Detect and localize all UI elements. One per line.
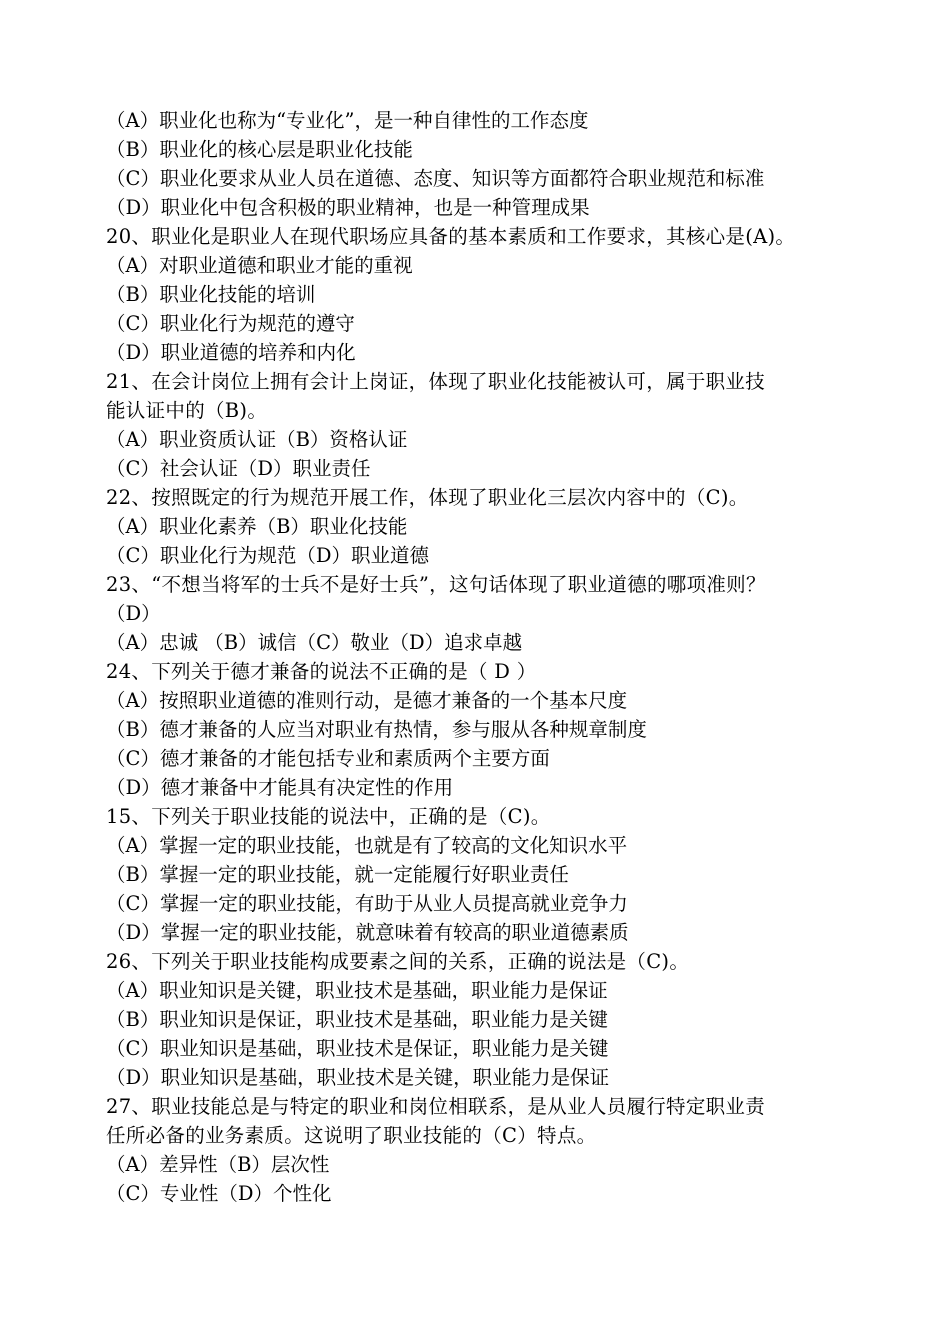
question-20: 20、职业化是职业人在现代职场应具备的基本素质和工作要求，其核心是(A)。 [106, 225, 796, 248]
answer-line: （D） [106, 602, 161, 625]
document-page [106, 106, 866, 1208]
option-line: （D）职业知识是基础，职业技术是关键，职业能力是保证 [106, 1066, 610, 1089]
option-line: （D）职业道德的培养和内化 [106, 341, 356, 364]
option-line: （A）按照职业道德的准则行动，是德才兼备的一个基本尺度 [106, 689, 628, 712]
question-15: 15、下列关于职业技能的说法中，正确的是（C)。 [106, 805, 551, 828]
option-line: （A）对职业道德和职业才能的重视 [106, 254, 413, 277]
option-line: （B）掌握一定的职业技能，就一定能履行好职业责任 [106, 863, 569, 886]
option-line: （C）德才兼备的才能包括专业和素质两个主要方面 [106, 747, 550, 770]
question-27-continued: 任所必备的业务素质。这说明了职业技能的（C）特点。 [106, 1124, 597, 1147]
option-line: （A）掌握一定的职业技能，也就是有了较高的文化知识水平 [106, 834, 628, 857]
question-27: 27、职业技能总是与特定的职业和岗位相联系，是从业人员履行特定职业责 [106, 1095, 766, 1118]
option-line: （C）掌握一定的职业技能，有助于从业人员提高就业竞争力 [106, 892, 628, 915]
question-26: 26、下列关于职业技能构成要素之间的关系，正确的说法是（C)。 [106, 950, 690, 973]
question-21: 21、在会计岗位上拥有会计上岗证，体现了职业化技能被认可，属于职业技 [106, 370, 766, 393]
option-line: （B）德才兼备的人应当对职业有热情，参与服从各种规章制度 [106, 718, 647, 741]
option-line: （D）掌握一定的职业技能，就意味着有较高的职业道德素质 [106, 921, 629, 944]
option-line: （C）社会认证（D）职业责任 [106, 457, 371, 480]
option-line: （A）职业化也称为“专业化”，是一种自律性的工作态度 [106, 109, 589, 132]
question-22: 22、按照既定的行为规范开展工作，体现了职业化三层次内容中的（C)。 [106, 486, 749, 509]
option-line: （A）差异性（B）层次性 [106, 1153, 330, 1176]
option-line: （C）职业化要求从业人员在道德、态度、知识等方面都符合职业规范和标准 [106, 167, 765, 190]
option-line: （C）职业知识是基础，职业技术是保证，职业能力是关键 [106, 1037, 609, 1060]
option-line: （A）职业知识是关键，职业技术是基础，职业能力是保证 [106, 979, 608, 1002]
question-21-continued: 能认证中的（B)。 [106, 399, 268, 422]
option-line: （A）职业资质认证（B）资格认证 [106, 428, 408, 451]
option-line: （C）职业化行为规范（D）职业道德 [106, 544, 430, 567]
option-line: （A）忠诚 （B）诚信（C）敬业（D）追求卓越 [106, 631, 523, 654]
option-line: （D）职业化中包含积极的职业精神，也是一种管理成果 [106, 196, 590, 219]
option-line: （A）职业化素养（B）职业化技能 [106, 515, 408, 538]
option-line: （B）职业化的核心层是职业化技能 [106, 138, 413, 161]
option-line: （D）德才兼备中才能具有决定性的作用 [106, 776, 454, 799]
question-23: 23、“不想当将军的士兵不是好士兵”，这句话体现了职业道德的哪项准则？ [106, 573, 766, 596]
option-line: （C）职业化行为规范的遵守 [106, 312, 355, 335]
question-24: 24、下列关于德才兼备的说法不正确的是（ D ） [106, 660, 537, 683]
option-line: （C）专业性（D）个性化 [106, 1182, 332, 1205]
option-line: （B）职业知识是保证，职业技术是基础，职业能力是关键 [106, 1008, 608, 1031]
option-line: （B）职业化技能的培训 [106, 283, 316, 306]
